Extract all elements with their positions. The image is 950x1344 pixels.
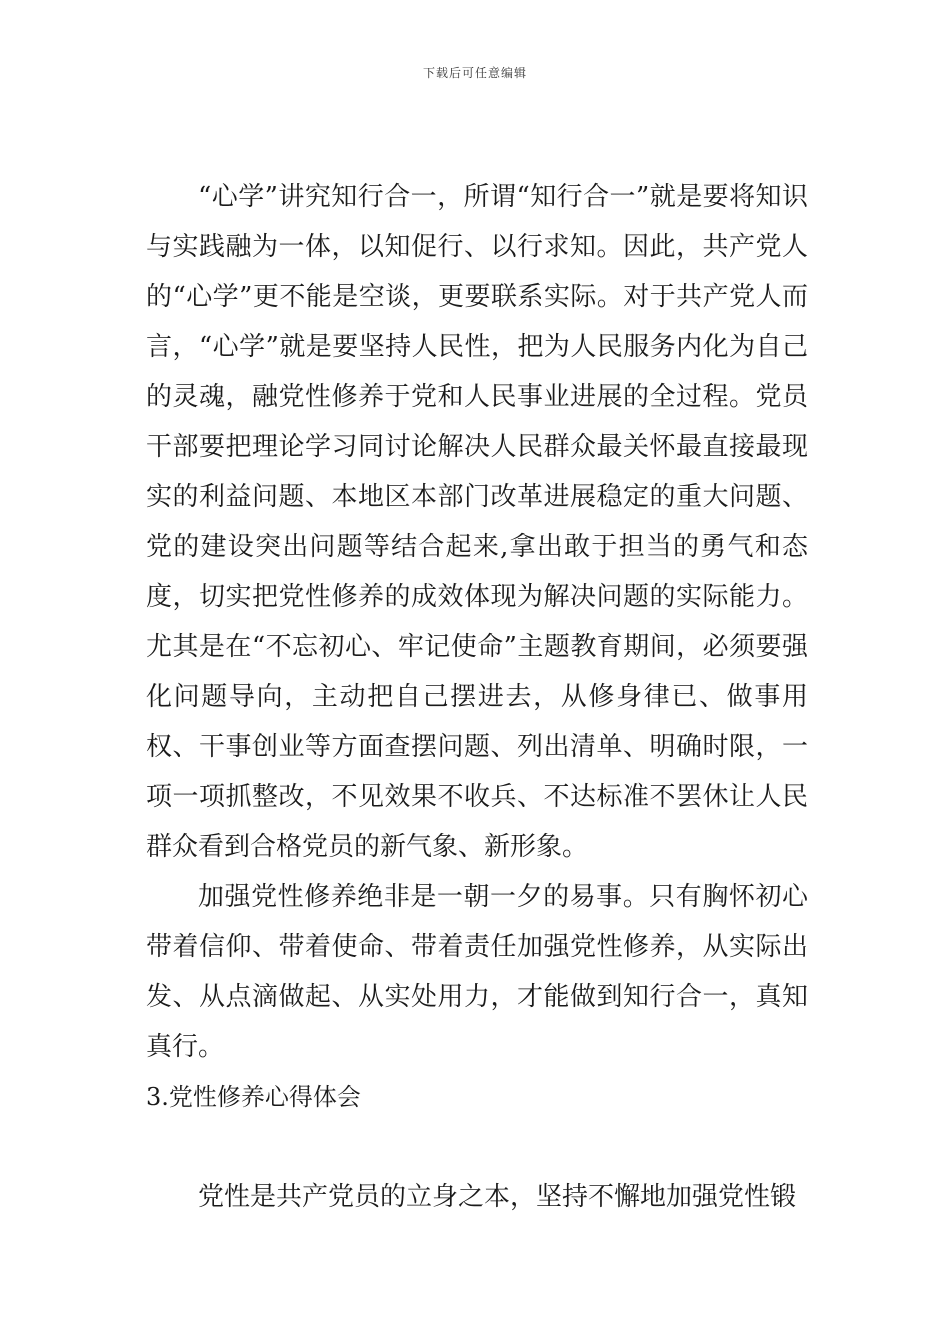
section-heading: 3.党性修养心得体会 xyxy=(146,1083,361,1111)
paragraph-party-spirit: 党性是共产党员的立身之本，坚持不懈地加强党性锻 xyxy=(198,1182,797,1212)
paragraph-party-cultivation: 加强党性修养绝非是一朝一夕的易事。只有胸怀初心带着信仰、带着使命、带着责任加强党性修养，从实际出发、从点滴做起、从实处用力，才能做到知行合一，真知真行。 xyxy=(146,882,808,1062)
document-body xyxy=(146,172,808,1222)
spacer xyxy=(146,1122,808,1172)
paragraph-zhixing-heyi: “心学”讲究知行合一，所谓“知行合一”就是要将知识与实践融为一体，以知促行、以行求知。因此，共产党人的“心学”更不能是空谈，更要联系实际。对于共产党人而言，“心学”就是要坚持人民性，把为人民服务内化为自己的灵魂，融党性修养于党和人民事业进展的全过程。党员干部要把理论学习同讨论解决人民群众最关怀最直接最现实的利益问题、本地区本部门改革进展稳定的重大问题、党的建设突出问题等结合起来,拿出敢于担当的勇气和态度，切实把党性修养的成效体现为解决问题的实际能力。尤其是在“不忘初心、牢记使命”主题教育期间，必须要强化问题导向，主动把自己摆进去，从修身律已、做事用权、干事创业等方面查摆问题、列出清单、明确时限，一项一项抓整改，不见效果不收兵、不达标准不罢休让人民群众看到合格党员的新气象、新形象。 xyxy=(146,182,808,862)
page-header: 下载后可任意编辑 xyxy=(422,66,527,80)
